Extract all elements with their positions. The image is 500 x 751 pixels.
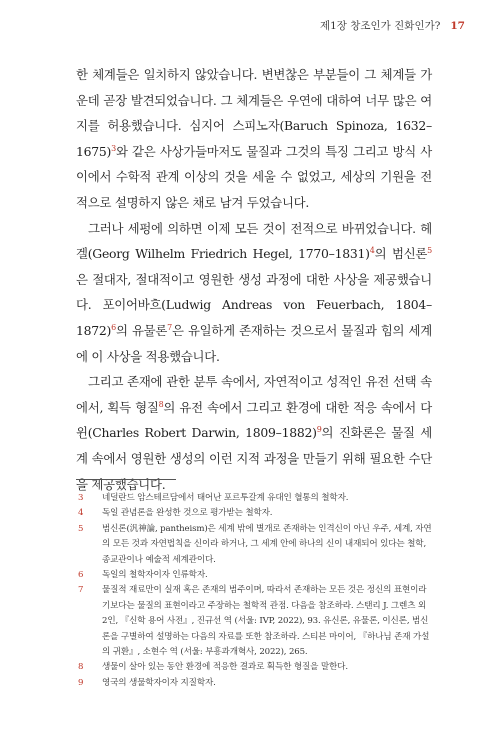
footnote-text: 생물이 살아 있는 동안 환경에 적응한 결과로 획득한 형질을 말한다. — [102, 662, 348, 673]
footnote-ref[interactable]: 9 — [316, 425, 322, 435]
footnote-ref[interactable]: 4 — [369, 246, 375, 256]
text-run: 은 유일하게 존재하는 것으로서 물질과 힘의 세계에 이 사상을 적용했습니다. — [76, 322, 432, 364]
paragraph — [76, 216, 432, 370]
paragraph — [76, 369, 432, 497]
footnote-text: 독일의 철학자이자 인류학자. — [102, 570, 208, 581]
footnote — [76, 676, 432, 691]
text-run: 의 진화론은 물질 세계 속에서 영원한 생성의 이런 지적 과정을 만들기 위해 필요한 수단을 제공했습니다. — [76, 425, 432, 492]
footnotes — [76, 491, 432, 691]
footnote-number: 3 — [78, 493, 84, 503]
footnote-divider — [76, 479, 176, 480]
footnote-ref[interactable]: 3 — [111, 143, 116, 153]
footnote — [76, 506, 432, 521]
footnote-text: 범신론(汎神論, pantheism)은 세계 밖에 별개로 존재하는 인격신이 아닌 우주, 세계, 자연의 모든 것과 자연법칙을 신이라 하거나, 그 세계 안에 하나의 신이 내재되어 있다는 철학, 종교관이나 예술적 세계관이다. — [102, 523, 432, 565]
footnote — [76, 491, 432, 506]
text-run: 그리고 존재에 관한 분투 속에서, 자연적이고 성적인 유전 선택 속에서, 획득 형질 — [76, 374, 432, 415]
text-run: 한 체계들은 일치하지 않았습니다. 변변찮은 부분들이 그 체계들 가운데 곧장 발견되었습니다. 그 체계들은 우연에 대하여 너무 많은 여지를 허용했습니다. 심지어 스피노자(Baruch Spinoza, 1632–1675) — [76, 67, 432, 159]
text-run: 의 범신론 — [374, 246, 428, 262]
text-run: 은 절대자, 절대적이고 영원한 생성 과정에 대한 사상을 제공했습니다. 포이어바흐(Ludwig Andreas von Feuerbach, 1804–1872) — [76, 271, 432, 338]
footnote-ref[interactable]: 6 — [111, 322, 116, 332]
footnote-number: 6 — [78, 570, 84, 581]
footnote-text: 독일 관념론을 완성한 것으로 평가받는 철학자. — [102, 508, 273, 519]
footnote-number: 7 — [78, 585, 84, 596]
text-run: 그러나 세펑에 의하면 이제 모든 것이 전적으로 바뀌었습니다. 헤겔(Georg Wilhelm Friedrich Hegel, 1770–1831) — [76, 220, 432, 262]
footnote-ref[interactable]: 5 — [427, 246, 432, 256]
text-run: 와 같은 사상가들마저도 물질과 그것의 특징 그리고 방식 사이에서 수학적 관계 이상의 것을 세울 수 없었고, 세상의 기원을 전적으로 설명하지 않은 채로 남겨 두었습니다. — [76, 143, 432, 210]
page-number: 17 — [450, 19, 465, 32]
footnote-ref[interactable]: 7 — [167, 322, 172, 332]
text-run: 의 유물론 — [115, 322, 168, 338]
footnote-text: 네덜란드 암스테르담에서 태어난 포르투갈계 유대인 혈통의 철학자. — [102, 493, 349, 503]
chapter-title: 제1장 창조인가 진화인가? — [319, 20, 441, 32]
footnote — [76, 660, 432, 675]
footnote-text: 물질적 재료만이 실재 혹은 존재의 범주이며, 따라서 존재하는 모든 것은 정신의 표현이라기보다는 물질의 표현이라고 주장하는 철학적 관점. 다음을 참조하라. 스탠리 J. 그렌츠 외 2인, 『신학 용어 사전』, 진규선 역 (서울: IVP, 2022), 93. 유신론, 유물론, 이신론, 범신론을 구별하여 설명하는 다음의 자료를 또한 참조하라. 스티븐 마이어, 『하나님 존재 가설의 귀환』, 소현수 역 (서울: 부흥과개혁사, 2022), 265. — [102, 585, 430, 658]
footnote — [76, 583, 432, 660]
footnote-ref[interactable]: 8 — [158, 399, 164, 409]
main-text — [76, 62, 432, 497]
footnote — [76, 522, 432, 568]
footnote-text: 영국의 생물학자이자 지질학자. — [102, 677, 216, 688]
footnote-number: 4 — [78, 508, 84, 519]
text-run: 의 유전 속에서 그리고 환경에 대한 적응 속에서 다윈(Charles Robert Darwin, 1809–1882) — [76, 399, 432, 441]
paragraph — [76, 62, 432, 216]
footnote — [76, 568, 432, 583]
footnote-number: 5 — [78, 523, 84, 534]
footnote-number: 8 — [78, 662, 84, 673]
footnote-number: 9 — [78, 677, 84, 688]
running-header — [320, 18, 465, 33]
